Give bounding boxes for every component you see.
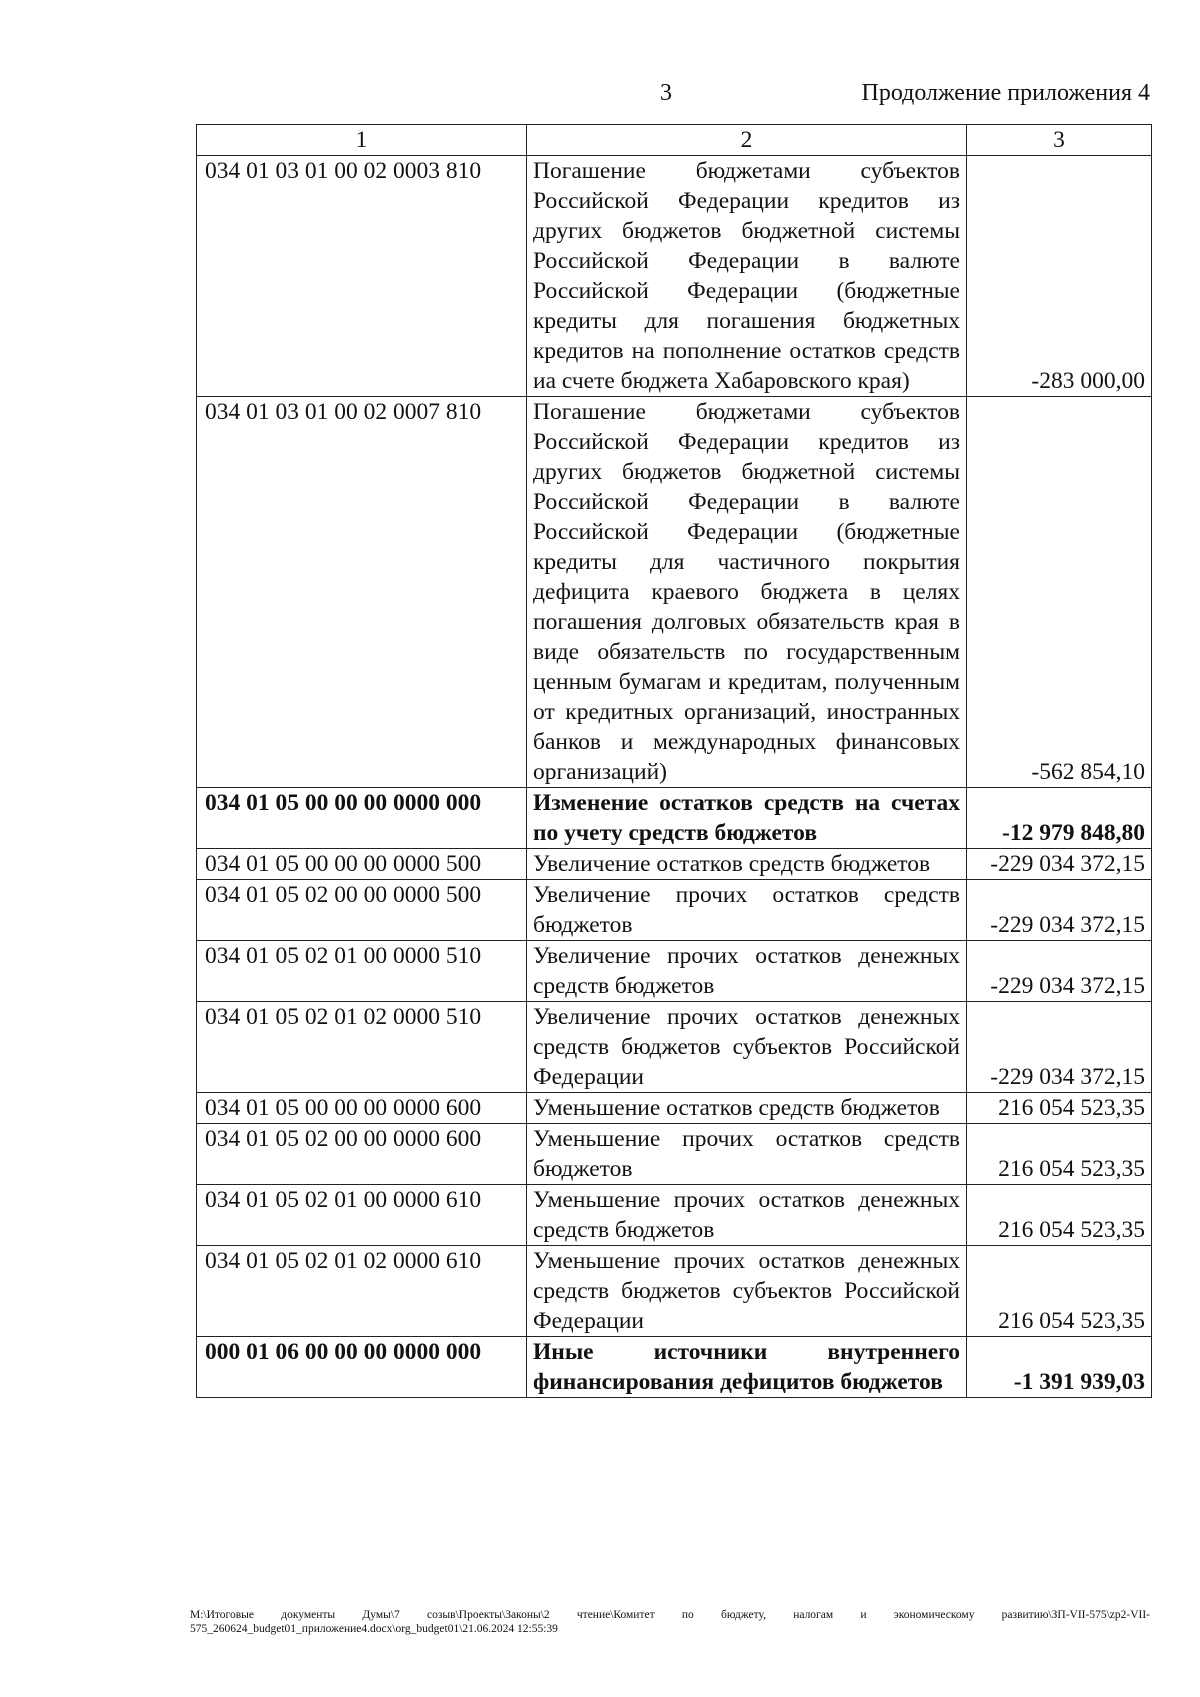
table-header-row <box>197 125 1152 156</box>
classification-code-cell: 034 01 05 00 00 00 0000 000 <box>197 788 527 849</box>
classification-code-cell: 034 01 03 01 00 02 0007 810 <box>197 397 527 788</box>
table-row <box>197 1185 1152 1246</box>
classification-code-cell: 034 01 05 02 01 00 0000 510 <box>197 941 527 1002</box>
table-body <box>197 156 1152 1398</box>
source-name-cell: Погашение бюджетами субъектов Российской Федерации кредитов из других бюджетов бюджетной системы Российской Федерации в валюте Российской Федерации (бюджетные кредиты для погашения бюджетных кредитов на пополнение остатков средств иа счете бюджета Хабаровского края) <box>527 156 967 397</box>
source-name-cell: Иные источники внутреннего финансирования дефицитов бюджетов <box>527 1337 967 1398</box>
amount-cell: -283 000,00 <box>967 156 1152 397</box>
page-number: 3 <box>660 80 672 106</box>
amount-cell: -229 034 372,15 <box>967 849 1152 880</box>
classification-code-cell: 034 01 03 01 00 02 0003 810 <box>197 156 527 397</box>
amount-cell: 216 054 523,35 <box>967 1246 1152 1337</box>
document-path-footer: M:\Итоговые документы Думы\7 созыв\Проекты\Законы\2 чтение\Комитет по бюджету, налогам и экономическому развитию\ЗП-VII-575\zp2-VII-575_260624_budget01_приложение4.docx\org_budget01\21.06.2024 12:55:39 <box>190 1609 1150 1635</box>
amount-cell: -229 034 372,15 <box>967 1002 1152 1093</box>
table-row <box>197 1093 1152 1124</box>
column-header-3: 3 <box>967 125 1152 156</box>
amount-cell: 216 054 523,35 <box>967 1185 1152 1246</box>
column-header-1: 1 <box>197 125 527 156</box>
source-name-cell: Изменение остатков средств на счетах по учету средств бюджетов <box>527 788 967 849</box>
classification-code-cell: 034 01 05 02 00 00 0000 600 <box>197 1124 527 1185</box>
amount-cell: 216 054 523,35 <box>967 1093 1152 1124</box>
column-header-2: 2 <box>527 125 967 156</box>
table-row <box>197 156 1152 397</box>
amount-cell: -1 391 939,03 <box>967 1337 1152 1398</box>
classification-code-cell: 034 01 05 02 01 02 0000 510 <box>197 1002 527 1093</box>
source-name-cell: Увеличение прочих остатков денежных средств бюджетов субъектов Российской Федерации <box>527 1002 967 1093</box>
budget-sources-table <box>196 124 1152 1398</box>
amount-cell: 216 054 523,35 <box>967 1124 1152 1185</box>
table-row <box>197 397 1152 788</box>
table-row <box>197 1337 1152 1398</box>
classification-code-cell: 034 01 05 02 01 02 0000 610 <box>197 1246 527 1337</box>
source-name-cell: Увеличение прочих остатков средств бюджетов <box>527 880 967 941</box>
source-name-cell: Погашение бюджетами субъектов Российской Федерации кредитов из других бюджетов бюджетной системы Российской Федерации в валюте Российской Федерации (бюджетные кредиты для частичного покрытия дефицита краевого бюджета в целях погашения долговых обязательств края в виде обязательств по государственным ценным бумагам и кредитам, полученным от кредитных организаций, иностранных банков и международных финансовых организаций) <box>527 397 967 788</box>
table-row <box>197 1246 1152 1337</box>
source-name-cell: Увеличение остатков средств бюджетов <box>527 849 967 880</box>
table-row <box>197 788 1152 849</box>
source-name-cell: Уменьшение прочих остатков денежных средств бюджетов <box>527 1185 967 1246</box>
classification-code-cell: 034 01 05 02 01 00 0000 610 <box>197 1185 527 1246</box>
table-row <box>197 880 1152 941</box>
classification-code-cell: 034 01 05 00 00 00 0000 600 <box>197 1093 527 1124</box>
classification-code-cell: 000 01 06 00 00 00 0000 000 <box>197 1337 527 1398</box>
source-name-cell: Уменьшение прочих остатков средств бюджетов <box>527 1124 967 1185</box>
classification-code-cell: 034 01 05 00 00 00 0000 500 <box>197 849 527 880</box>
table-row <box>197 941 1152 1002</box>
amount-cell: -229 034 372,15 <box>967 880 1152 941</box>
table-row <box>197 1124 1152 1185</box>
amount-cell: -12 979 848,80 <box>967 788 1152 849</box>
classification-code-cell: 034 01 05 02 00 00 0000 500 <box>197 880 527 941</box>
source-name-cell: Уменьшение прочих остатков денежных средств бюджетов субъектов Российской Федерации <box>527 1246 967 1337</box>
table-row <box>197 849 1152 880</box>
source-name-cell: Увеличение прочих остатков денежных средств бюджетов <box>527 941 967 1002</box>
table-row <box>197 1002 1152 1093</box>
amount-cell: -229 034 372,15 <box>967 941 1152 1002</box>
appendix-continuation-label: Продолжение приложения 4 <box>861 80 1150 106</box>
source-name-cell: Уменьшение остатков средств бюджетов <box>527 1093 967 1124</box>
amount-cell: -562 854,10 <box>967 397 1152 788</box>
